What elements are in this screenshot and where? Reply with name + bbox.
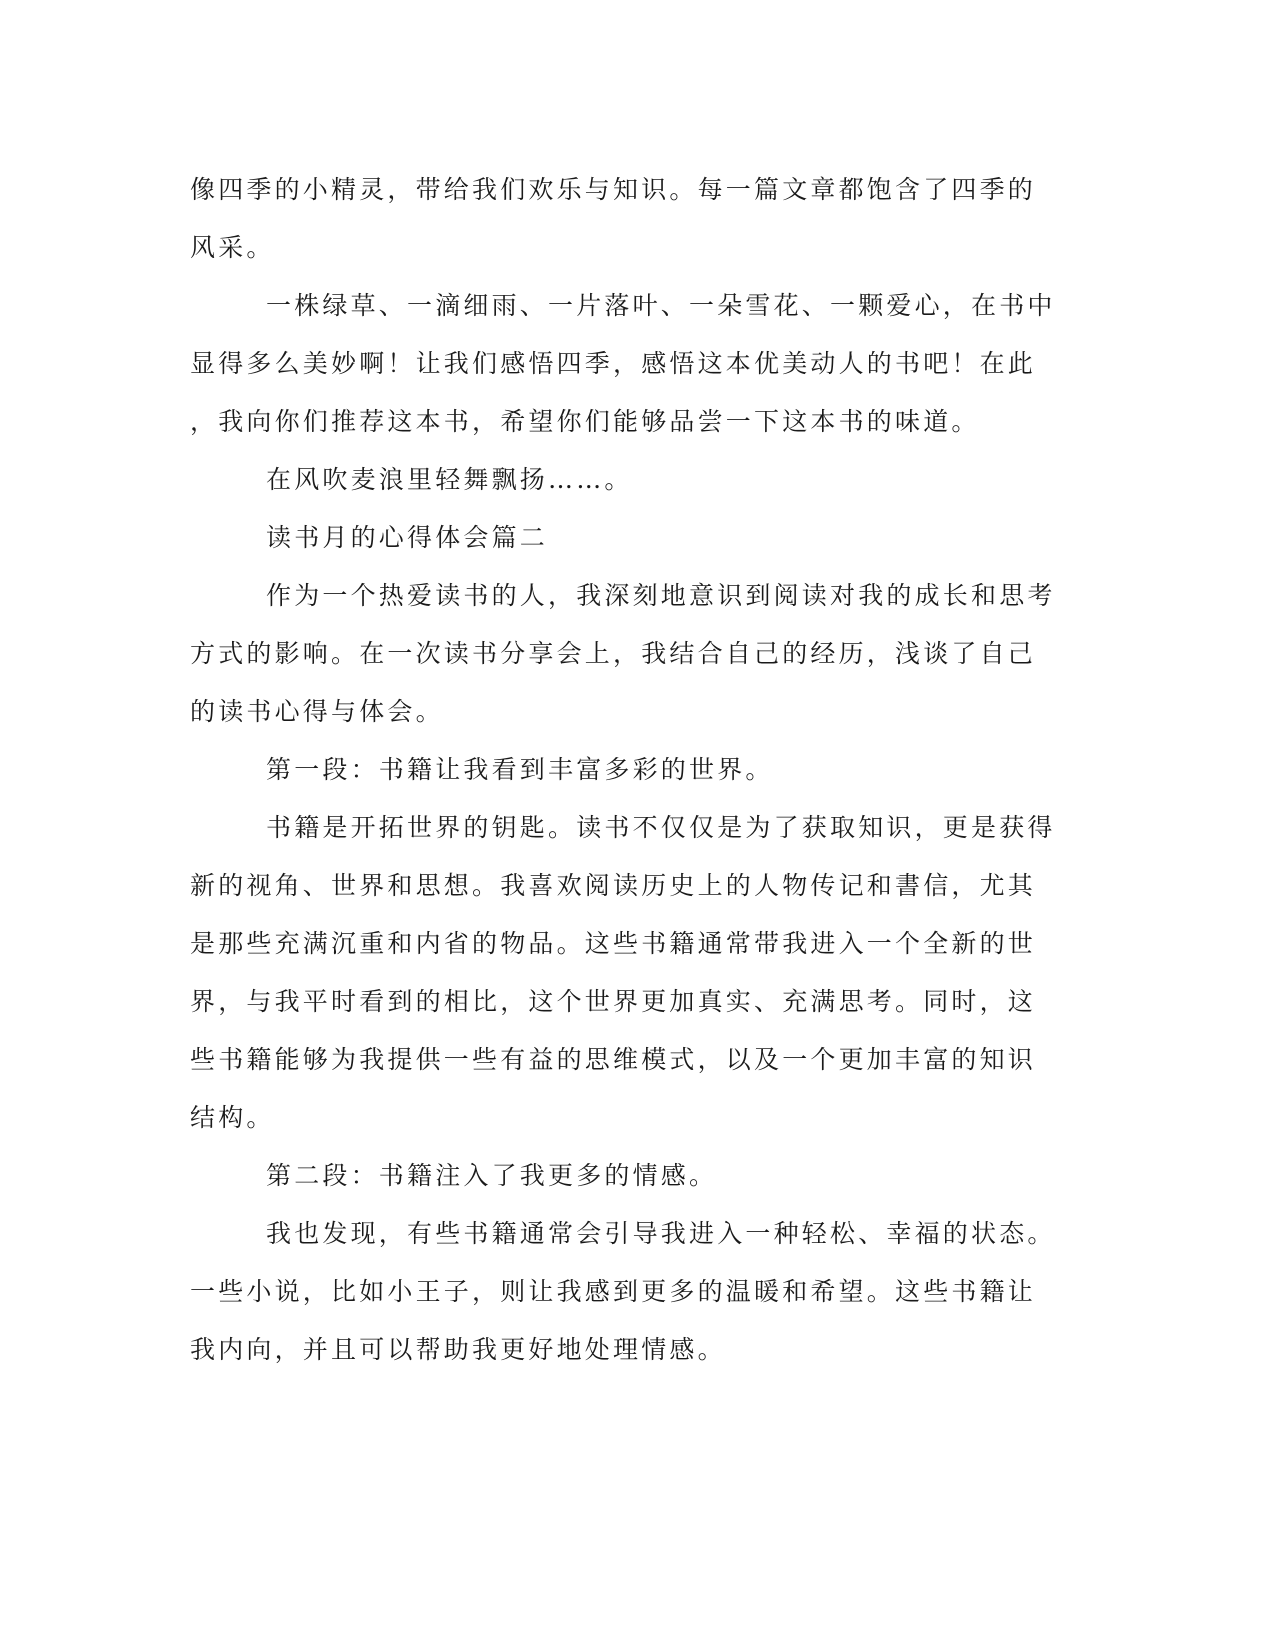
- text-line: ，我向你们推荐这本书，希望你们能够品尝一下这本书的味道。: [190, 407, 980, 436]
- text-line: 风采。: [190, 233, 275, 262]
- text-line: 一些小说，比如小王子，则让我感到更多的温暖和希望。这些书籍让: [190, 1277, 1037, 1306]
- paragraph-start-line: 我也发现，有些书籍通常会引导我进入一种轻松、幸福的状态。: [266, 1219, 1056, 1248]
- text-line: 是那些充满沉重和内省的物品。这些书籍通常带我进入一个全新的世: [190, 929, 1037, 958]
- paragraph-start-line: 一株绿草、一滴细雨、一片落叶、一朵雪花、一颗爱心，在书中: [266, 291, 1056, 320]
- text-line: 我内向，并且可以帮助我更好地处理情感。: [190, 1335, 726, 1364]
- subsection-heading: 第一段：书籍让我看到丰富多彩的世界。: [266, 755, 774, 784]
- paragraph-start-line: 书籍是开拓世界的钥匙。读书不仅仅是为了获取知识，更是获得: [266, 813, 1056, 842]
- text-line: 的读书心得与体会。: [190, 697, 444, 726]
- text-line: 新的视角、世界和思想。我喜欢阅读历史上的人物传记和書信，尤其: [190, 871, 1037, 900]
- text-line: 结构。: [190, 1103, 275, 1132]
- text-line: 显得多么美妙啊！让我们感悟四季，感悟这本优美动人的书吧！在此: [190, 349, 1037, 378]
- paragraph-start-line: 作为一个热爱读书的人，我深刻地意识到阅读对我的成长和思考: [266, 581, 1056, 610]
- text-line: 像四季的小精灵，带给我们欢乐与知识。每一篇文章都饱含了四季的: [190, 175, 1037, 204]
- paragraph-start-line: 在风吹麦浪里轻舞飘扬……。: [266, 465, 633, 494]
- text-line: 界，与我平时看到的相比，这个世界更加真实、充满思考。同时，这: [190, 987, 1037, 1016]
- subsection-heading: 第二段：书籍注入了我更多的情感。: [266, 1161, 718, 1190]
- section-heading: 读书月的心得体会篇二: [266, 523, 549, 552]
- text-line: 方式的影响。在一次读书分享会上，我结合自己的经历，浅谈了自己: [190, 639, 1037, 668]
- text-line: 些书籍能够为我提供一些有益的思维模式，以及一个更加丰富的知识: [190, 1045, 1037, 1074]
